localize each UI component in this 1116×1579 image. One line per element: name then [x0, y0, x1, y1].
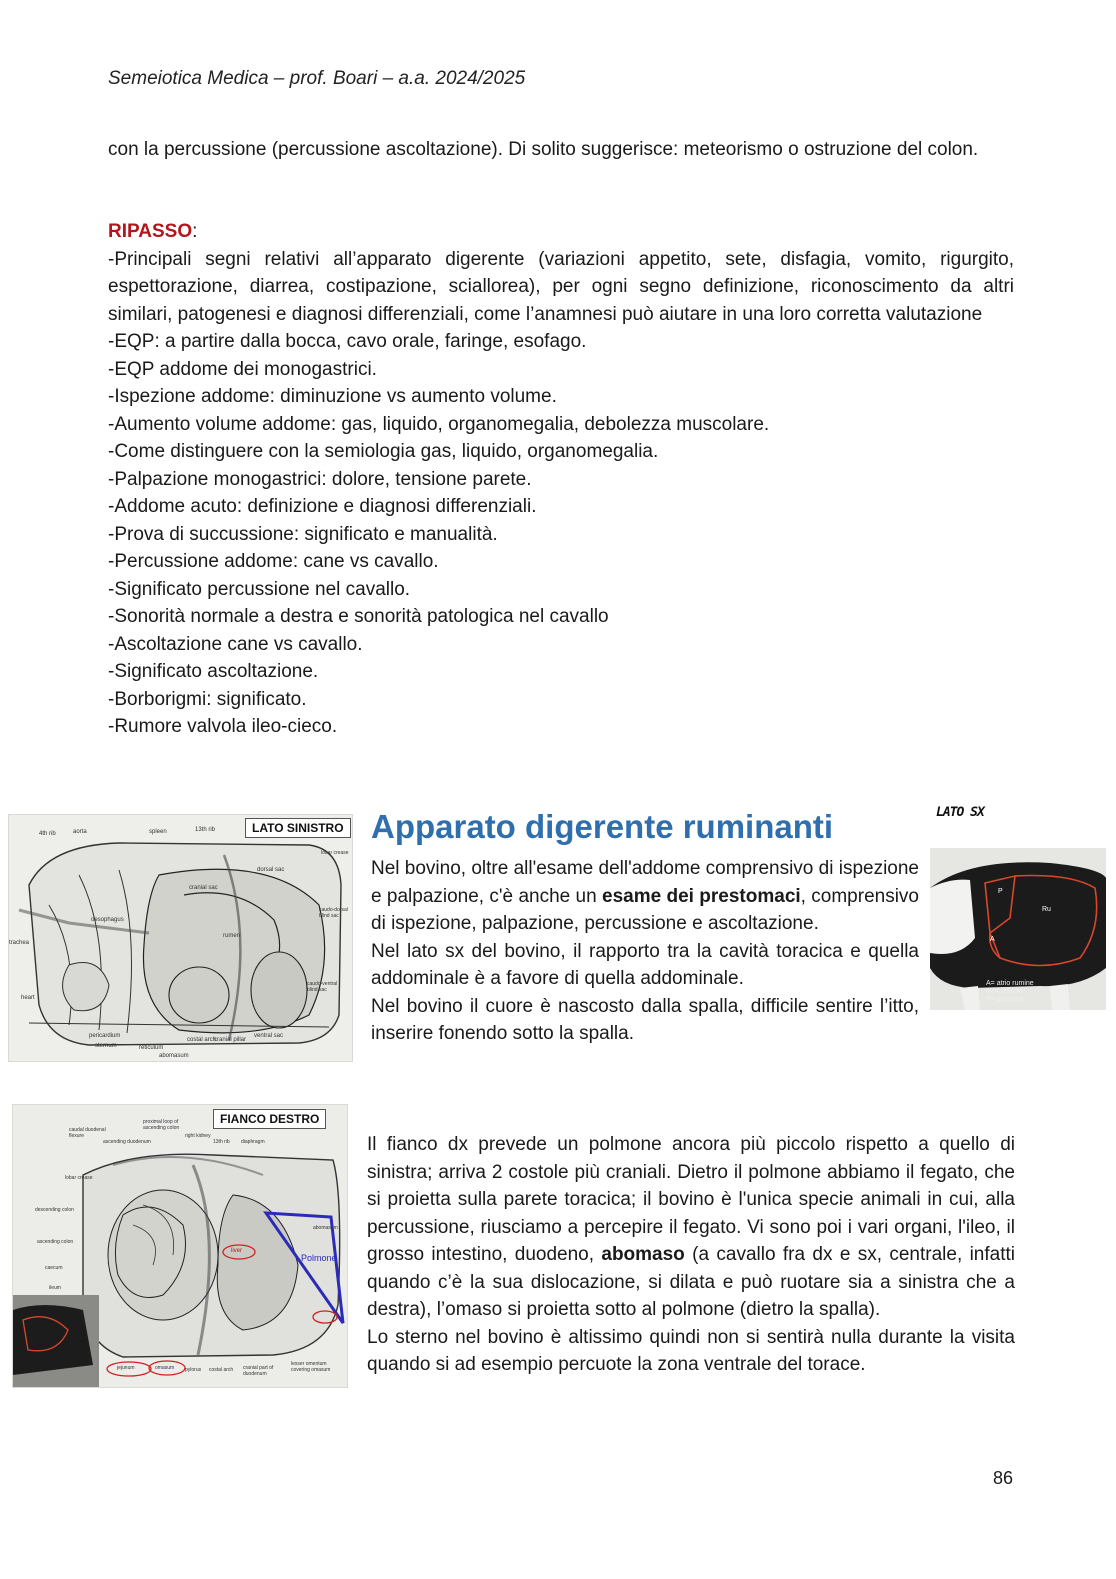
legend-item: Re= reticolo: [986, 988, 1024, 995]
anno-ascending-duodenum: ascending duodenum: [103, 1139, 151, 1145]
list-item: -Borborigmi: significato.: [108, 688, 307, 710]
list-item: -Rumore valvola ileo-cieco.: [108, 716, 338, 737]
figure-label-lato-sinistro: LATO SINISTRO: [245, 818, 351, 838]
anno-oesophagus: oesophagus: [91, 917, 124, 923]
figure-label-fianco-destro: FIANCO DESTRO: [213, 1109, 326, 1129]
paragraph-lato-sx: Nel lato sx del bovino, il rapporto tra la cavità toracica e quella addominale è a favore di quella addominale.: [371, 940, 919, 989]
cow-mark-a: A: [990, 936, 995, 943]
list-item: -Palpazione monogastrici: dolore, tensione parete.: [108, 468, 532, 490]
anno-ventral-sac: ventral sac: [254, 1033, 284, 1039]
fianco-destro-paragraphs: [367, 1131, 1015, 1379]
anno-omasum: omasum: [155, 1365, 175, 1371]
anno-4th-rib: 4th rib: [39, 831, 56, 837]
section-title: Apparato digerente ruminanti: [371, 808, 834, 845]
anno-caecum: caecum: [45, 1265, 63, 1271]
list-item: -Come distinguere con la semiologia gas, liquido, organomegalia.: [108, 441, 659, 462]
paragraph-text: (a cavallo fra dx e sx, centrale, infatti quando c’è la sua dislocazione, si dilata e può ruotare sia a sinistra che a destra), l’omaso si proietta sotto al polmone (dietro la spalla).: [367, 1244, 1015, 1320]
paragraph-sterno: Lo sterno nel bovino è altissimo quindi non si sentirà nulla durante la visita quando si ad esempio percuote la zona ventrale del torace.: [367, 1326, 1015, 1375]
right-side-anatomy-figure: [12, 1104, 348, 1388]
anno-sternum: sternum: [95, 1043, 117, 1049]
paragraph-cuore: Nel bovino il cuore è nascosto dalla spalla, difficile sentire l’itto, inserire fonendo sotto la spalla.: [371, 995, 919, 1044]
anno-cranial-part-duodenum: cranial part of duodenum: [243, 1365, 274, 1377]
bold-term: abomaso: [601, 1244, 685, 1265]
cow-mark-p: P: [998, 888, 1003, 895]
anno-spleen: spleen: [149, 829, 167, 835]
list-item: -Ascoltazione cane vs cavallo.: [108, 633, 363, 655]
cow-legend: [986, 980, 1034, 1004]
ripasso-list: [108, 218, 1014, 741]
ripasso-title: RIPASSO: [108, 221, 193, 242]
anno-descending-colon: descending colon: [35, 1207, 74, 1213]
legend-item: A= atrio rumine: [986, 980, 1034, 987]
anno-pericardium: pericardium: [89, 1033, 121, 1039]
anno-dorsal-sac: dorsal sac: [257, 867, 285, 873]
list-item: -EQP addome dei monogastrici.: [108, 358, 377, 380]
legend-item: P= polmone: [986, 996, 1024, 1003]
handwritten-note-lato-sx: LATO SX: [936, 805, 984, 820]
list-item: -Addome acuto: definizione e diagnosi differenziali.: [108, 496, 537, 517]
anno-liver: liver: [231, 1248, 243, 1254]
intro-paragraph: con la percussione (percussione ascoltazione). Di solito suggerisce: meteorismo o ostruzione del colon.: [108, 139, 979, 160]
anno-lesser-omentum: lesser omentum covering omasum: [291, 1361, 331, 1373]
list-item: -Prova di succussione: significato e manualità.: [108, 523, 498, 545]
anno-13th-rib: 13th rib: [213, 1139, 230, 1145]
list-item: -Significato percussione nel cavallo.: [108, 578, 411, 600]
anno-pylorus: pylorus: [185, 1367, 202, 1373]
bold-term: esame dei prestomaci: [602, 885, 801, 907]
paragraph-text: Nel bovino, oltre all'esame dell'addome comprensivo di ispezione e palpazione, c'è anche un: [371, 858, 919, 907]
anno-rumen: rumen: [223, 933, 241, 939]
page-number: 86: [993, 1468, 1014, 1488]
anno-right-kidney: right kidney: [185, 1133, 211, 1139]
anno-lobar-crease: lobar crease: [65, 1175, 93, 1181]
ripasso-colon: :: [192, 221, 198, 242]
left-anatomy-drawing: [9, 815, 352, 1061]
ruminanti-paragraphs: [371, 855, 919, 1048]
list-item: -Percussione addome: cane vs cavallo.: [108, 551, 439, 572]
anno-lobar-crease: lobar crease: [321, 850, 349, 856]
anno-reticulum: reticulum: [139, 1045, 164, 1051]
anno-costal-arch: costal arch: [209, 1367, 234, 1373]
list-item: -Sonorità normale a destra e sonorità patologica nel cavallo: [108, 606, 609, 627]
list-item: -Significato ascoltazione.: [108, 661, 319, 682]
anno-ascending-colon: ascending colon: [37, 1239, 74, 1245]
anno-cranial-sac: cranial sac: [189, 885, 218, 891]
anno-proximal-loop: proximal loop of ascending colon: [143, 1119, 180, 1131]
anno-cranial-pillar: cranial pillar: [214, 1037, 247, 1043]
list-item: -Aumento volume addome: gas, liquido, organomegalia, debolezza muscolare.: [108, 413, 770, 435]
paragraph-text: , comprensivo di ispezione, palpazione, percussione e ascoltazione.: [371, 885, 919, 934]
anno-caudo-dorsal-blind-sac: caudo-dorsal blind sac: [319, 907, 348, 919]
right-anatomy-drawing: [13, 1105, 347, 1387]
anno-13th-rib: 13th rib: [195, 827, 216, 833]
cow-photo-left-side: [930, 848, 1106, 1010]
paragraph-prestomaci: [371, 855, 919, 938]
anno-caudo-ventral-blind-sac: caudo-ventral blind sac: [307, 981, 338, 993]
cow-mark-ru: Ru: [1042, 906, 1051, 913]
anno-abomasum: abomasum: [159, 1053, 189, 1059]
anno-jejunum: jejunum: [117, 1365, 135, 1371]
list-item: -EQP: a partire dalla bocca, cavo orale, faringe, esofago.: [108, 331, 587, 352]
anno-trachea: trachea: [9, 940, 30, 946]
anno-diaphragm: diaphragm: [241, 1139, 265, 1145]
left-side-anatomy-figure: [8, 814, 353, 1062]
running-header: Semeiotica Medica – prof. Boari – a.a. 2024/2025: [108, 68, 526, 89]
anno-aorta: aorta: [73, 829, 87, 835]
paragraph-fianco-dx: [367, 1131, 1015, 1324]
anno-costal-arch: costal arch: [187, 1037, 217, 1043]
list-item: -Principali segni relativi all’apparato digerente (variazioni appetito, sete, disfagia, vomito, rigurgito, espettorazione, diarrea, costipazione, sciallorea), per ogni segno definizione, riconoscimento da altri similari, patogenesi e diagnosi differenziali, come l’anamnesi può aiutare in una loro corretta valutazione: [108, 248, 1014, 325]
anno-caudal-duodenal-flexure: caudal duodenal flexure: [69, 1127, 106, 1139]
list-item: -Ispezione addome: diminuzione vs aumento volume.: [108, 386, 557, 407]
anno-heart: heart: [21, 995, 35, 1001]
paragraph-text: Il fianco dx prevede un polmone ancora più piccolo rispetto a quello di sinistra; arriva 2 costole più craniali. Dietro il polmone abbiamo il fegato, che si proietta sulla parete toracica; il bovino è l'unica specie animali in cui, alla percussione, riusciamo a percepire il fegato. Vi sono poi i vari organi, l'ileo, il grosso intestino, duodeno,: [367, 1134, 1015, 1265]
anno-polmone: Polmone: [301, 1253, 337, 1263]
anno-abomasum: abomasum: [313, 1225, 338, 1231]
ripasso-heading: [108, 218, 1014, 246]
anno-ileum: ileum: [49, 1285, 61, 1291]
